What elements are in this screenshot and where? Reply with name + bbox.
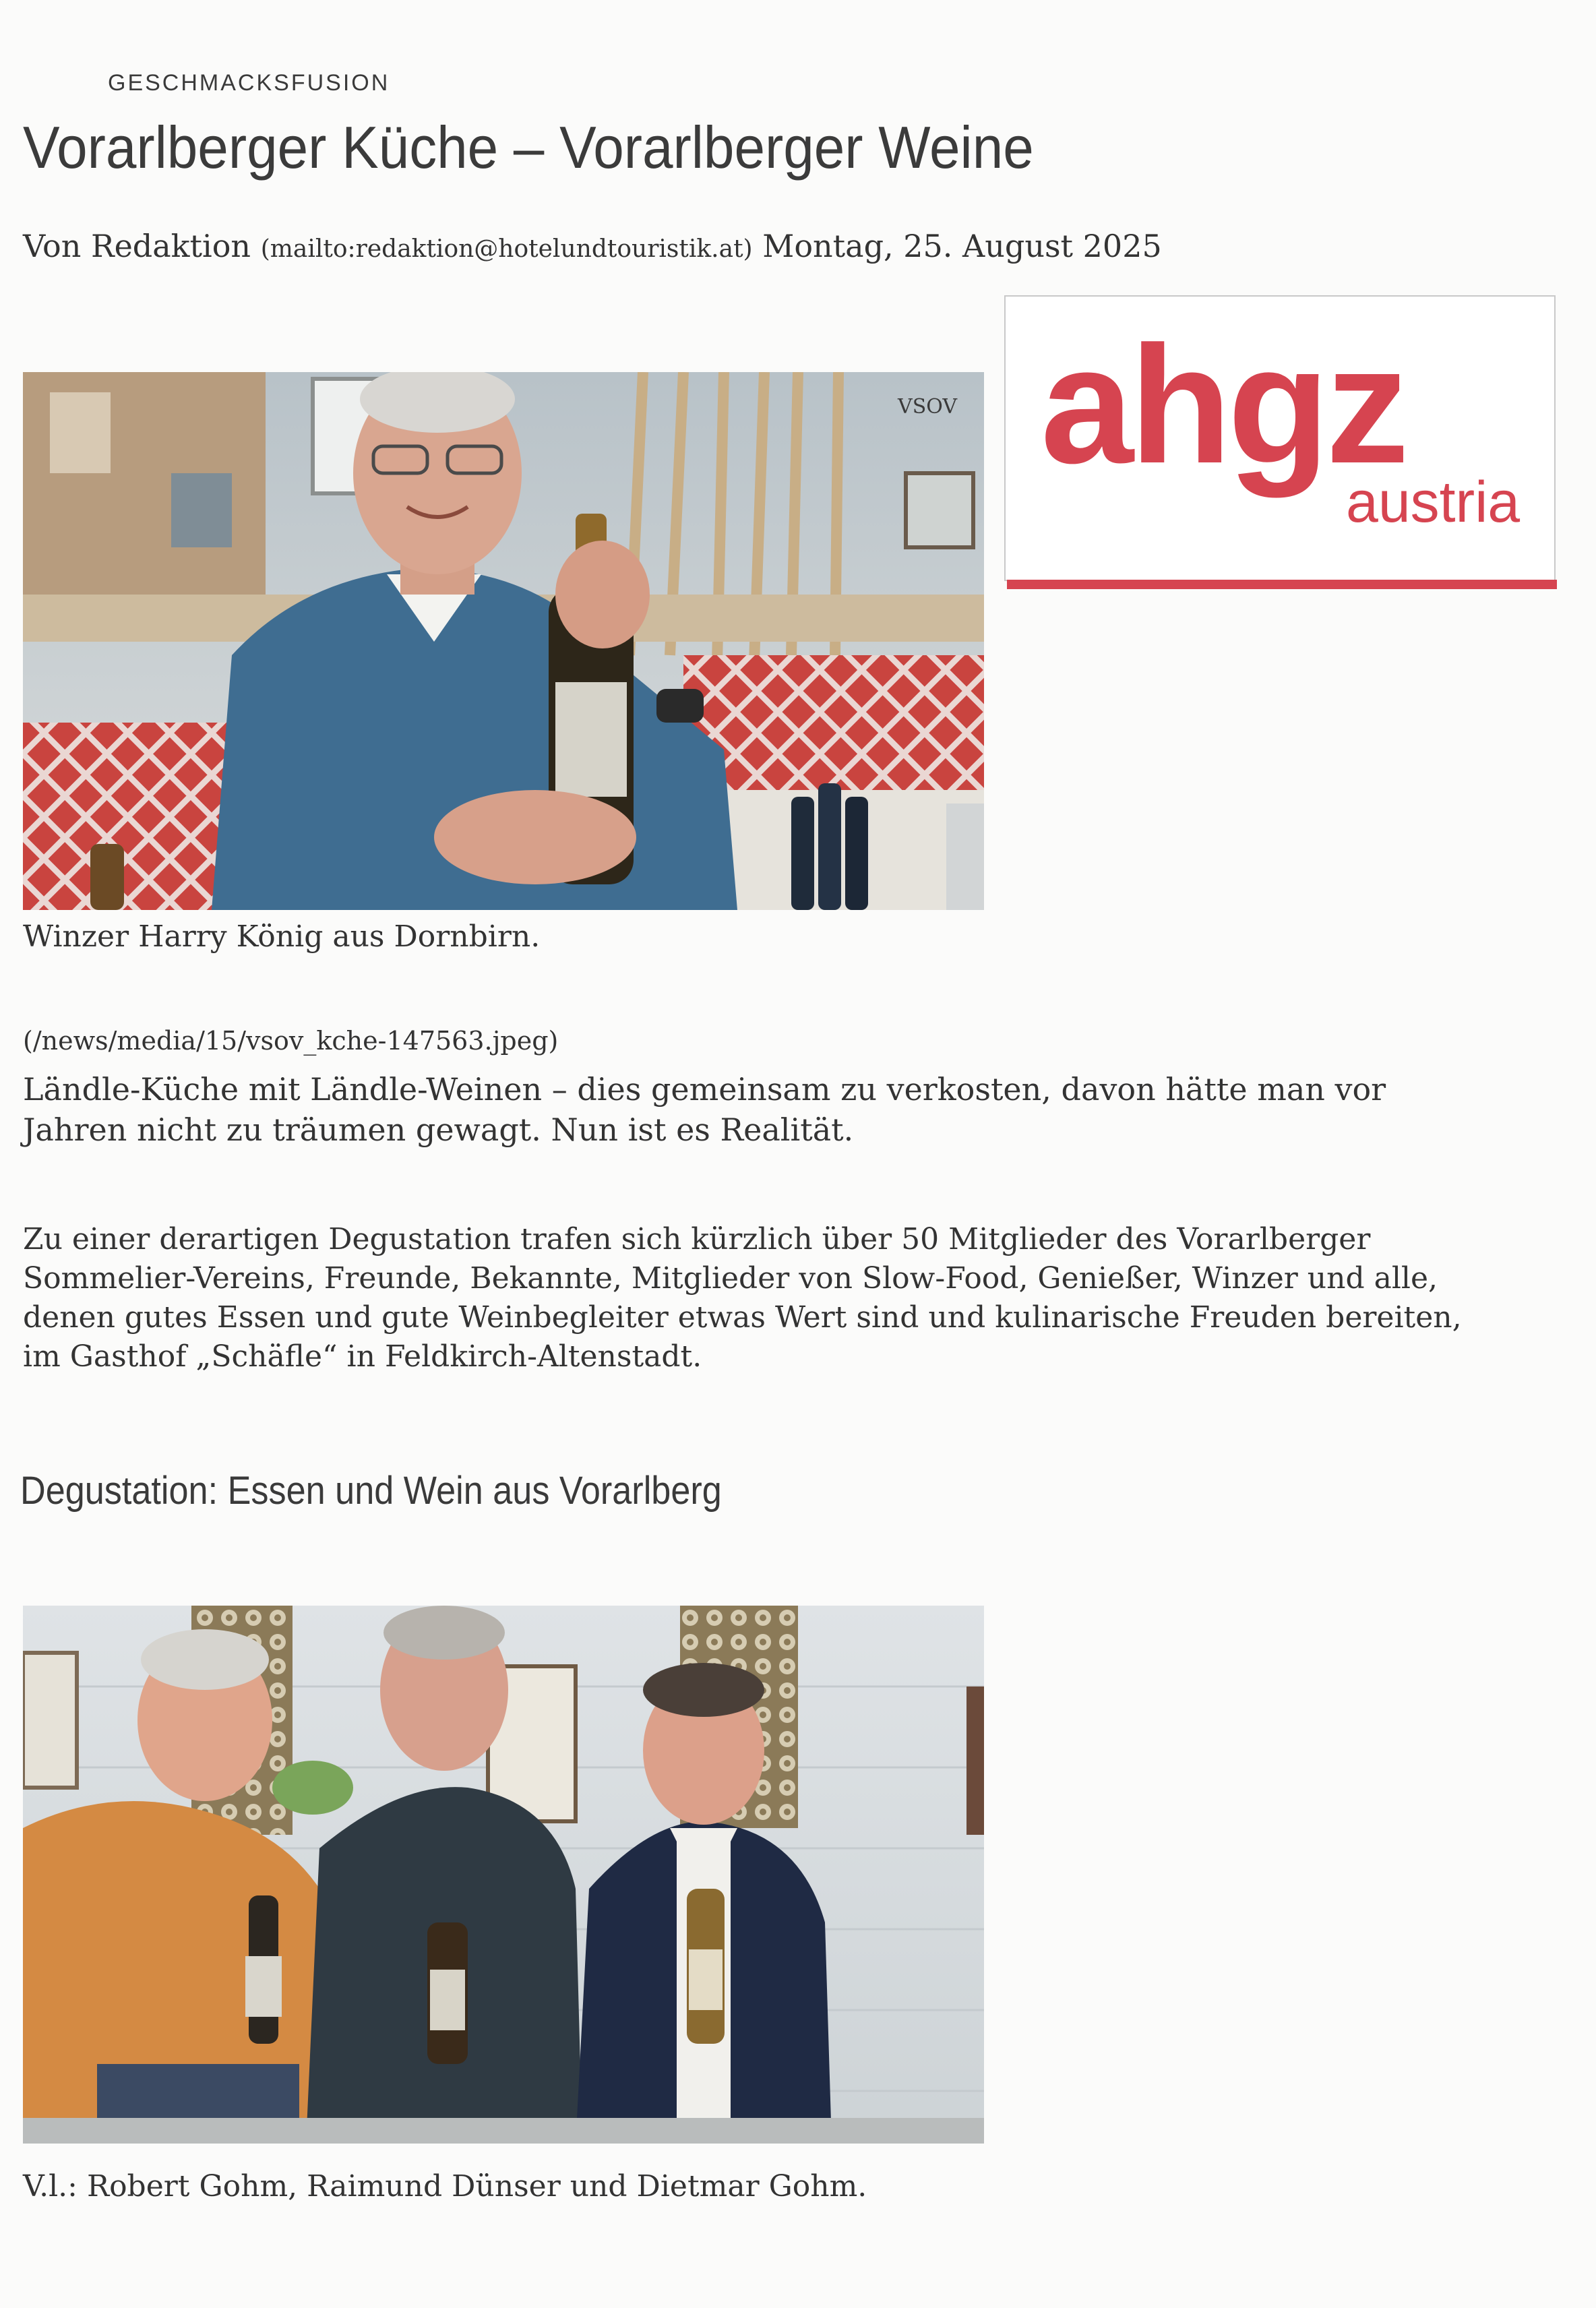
article-headline: Vorarlberger Küche – Vorarlberger Weine [23, 114, 1034, 181]
byline [23, 228, 1162, 264]
logo-underline [1007, 580, 1557, 589]
byline-author: Von Redaktion [23, 228, 251, 264]
body-line: Sommelier-Vereins, Freunde, Bekannte, Mitglieder von Slow-Food, Genießer, Winzer und alle, [23, 1261, 1438, 1296]
body-line: denen gutes Essen und gute Weinbegleiter etwas Wert sind und kulinarische Freuden bereiten, [23, 1300, 1462, 1335]
body-paragraph [23, 1220, 1573, 1376]
section-subheading: Degustation: Essen und Wein aus Vorarlberg [20, 1469, 722, 1513]
image-url-link[interactable]: (/news/media/15/vsov_kche-147563.jpeg) [23, 1026, 559, 1056]
photo-three-men [23, 1606, 984, 2144]
lead-paragraph [23, 1069, 1386, 1150]
photo-credit: VSOV [898, 395, 957, 419]
section-kicker: GESCHMACKSFUSION [108, 70, 390, 96]
ahgz-austria-logo [1004, 295, 1556, 581]
photo-winemaker [23, 372, 984, 910]
logo-wordmark: ahgz [1041, 311, 1405, 498]
byline-date: Montag, 25. August 2025 [762, 228, 1162, 264]
byline-email-link[interactable]: (mailto:redaktion@hotelundtouristik.at) [260, 235, 753, 263]
photo-caption-2: V.l.: Robert Gohm, Raimund Dünser und Dietmar Gohm. [23, 2169, 867, 2204]
body-line: Zu einer derartigen Degustation trafen sich kürzlich über 50 Mitglieder des Vorarlberger [23, 1222, 1371, 1256]
body-line: im Gasthof „Schäfle“ in Feldkirch-Altenstadt. [23, 1339, 702, 1374]
photo-caption-1: Winzer Harry König aus Dornbirn. [23, 919, 541, 954]
logo-subtitle: austria [1346, 470, 1521, 535]
lead-line: Jahren nicht zu träumen gewagt. Nun ist es Realität. [23, 1112, 854, 1148]
lead-line: Ländle-Küche mit Ländle-Weinen – dies gemeinsam zu verkosten, davon hätte man vor [23, 1071, 1386, 1107]
